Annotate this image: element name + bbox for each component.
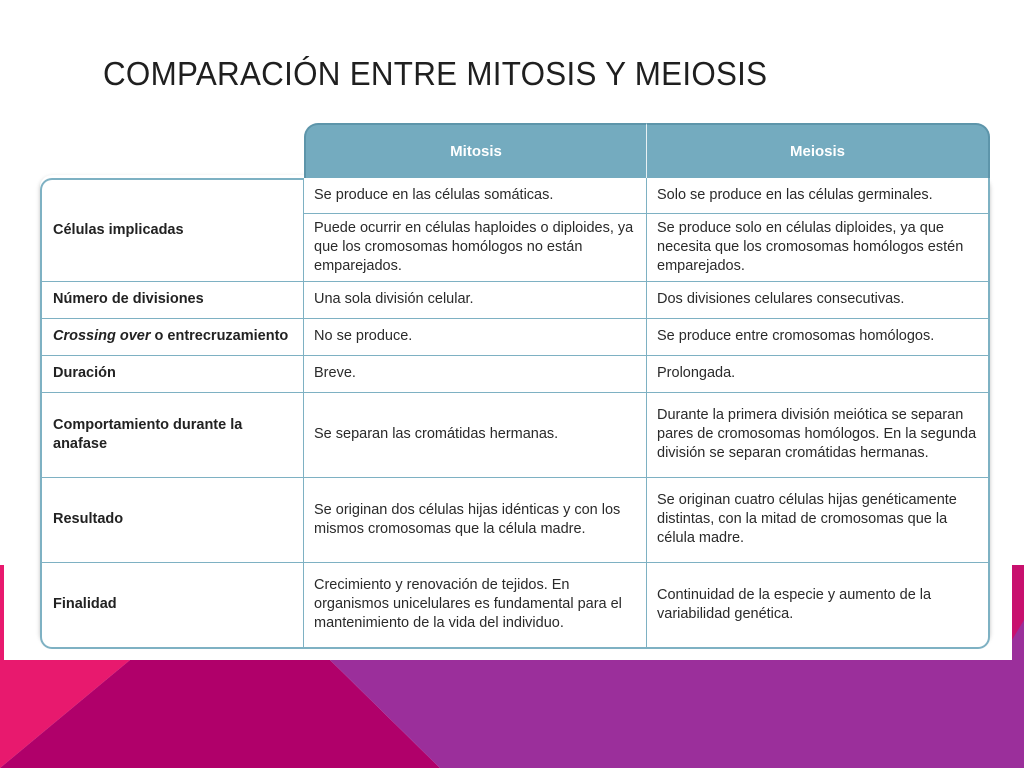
row-label-celulas: Células implicadas [40, 178, 304, 282]
table-row [40, 356, 990, 393]
row-label-finalidad: Finalidad [40, 563, 304, 649]
cell-meiosis-duracion: Prolongada. [647, 356, 990, 393]
crossing-over-italic: Crossing over [53, 328, 151, 345]
row-label-anafase: Comportamiento durante la anafase [40, 393, 304, 478]
cell-mitosis-crossing: No se produce. [304, 319, 647, 356]
crossing-label-rest: o entrecruzamiento [150, 328, 289, 345]
cell-meiosis-celulas-2: Se produce solo en células diploides, ya que necesita que los cromosomas homólogos estén emparejados. [647, 214, 990, 282]
cell-mitosis-duracion: Breve. [304, 356, 647, 393]
table-header-row [40, 123, 990, 178]
header-mitosis: Mitosis [304, 123, 647, 178]
slide-title: COMPARACIÓN ENTRE MITOSIS Y MEIOSIS [103, 55, 768, 92]
row-label-duracion: Duración [40, 356, 304, 393]
cell-mitosis-resultado: Se originan dos células hijas idénticas y con los mismos cromosomas que la célula madre. [304, 478, 647, 563]
cell-meiosis-celulas-1: Solo se produce en las células germinales. [647, 178, 990, 214]
cell-mitosis-divisiones: Una sola división celular. [304, 282, 647, 319]
table-row [40, 563, 990, 649]
cell-meiosis-anafase: Durante la primera división meiótica se separan pares de cromosomas homólogos. En la segunda división se separan cromátidas hermanas. [647, 393, 990, 478]
table-row [40, 282, 990, 319]
header-empty-cell [40, 123, 304, 178]
cell-mitosis-celulas-2: Puede ocurrir en células haploides o diploides, ya que los cromosomas homólogos no están emparejados. [304, 214, 647, 282]
cell-mitosis-anafase: Se separan las cromátidas hermanas. [304, 393, 647, 478]
table-row [40, 178, 990, 214]
header-meiosis: Meiosis [647, 123, 990, 178]
cell-mitosis-celulas-1: Se produce en las células somáticas. [304, 178, 647, 214]
cell-meiosis-divisiones: Dos divisiones celulares consecutivas. [647, 282, 990, 319]
cell-meiosis-resultado: Se originan cuatro células hijas genéticamente distintas, con la mitad de cromosomas que la célula madre. [647, 478, 990, 563]
table-row [40, 393, 990, 478]
cell-meiosis-finalidad: Continuidad de la especie y aumento de la variabilidad genética. [647, 563, 990, 649]
cell-mitosis-finalidad: Crecimiento y renovación de tejidos. En organismos unicelulares es fundamental para el mantenimiento de la vida del individuo. [304, 563, 647, 649]
table-row [40, 478, 990, 563]
row-label-resultado: Resultado [40, 478, 304, 563]
row-label-crossing [40, 319, 304, 356]
cell-meiosis-crossing: Se produce entre cromosomas homólogos. [647, 319, 990, 356]
table-row [40, 319, 990, 356]
comparison-table [40, 123, 990, 649]
comparison-table-card [40, 123, 990, 643]
row-label-divisiones: Número de divisiones [40, 282, 304, 319]
